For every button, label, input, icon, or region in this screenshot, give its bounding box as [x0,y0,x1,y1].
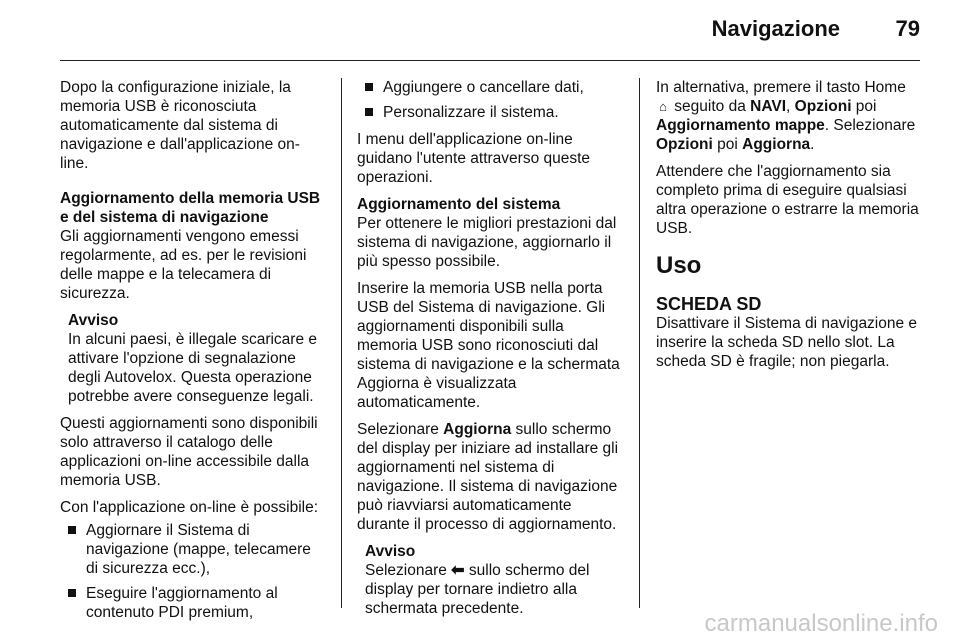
column-1 [60,78,326,630]
warning-note [60,311,326,406]
home-icon: ⌂ [659,99,667,114]
note-text: Selezionare ⬅ sullo schermo del display per tornare indietro alla schermata precedente. [365,562,590,617]
system-update-heading: Aggiornamento del sistema [357,196,561,213]
section-title: Navigazione [711,16,840,41]
note-title: Avviso [365,543,416,560]
list-item: Aggiornare il Sistema di navigazione (mappe, telecamere di sicurezza ecc.), [68,521,326,578]
usb-update-heading: Aggiornamento della memoria USB e del sistema di navigazione [60,190,321,226]
list-item: Eseguire l'aggiornamento al contenuto PDI premium, [68,584,326,622]
insert-usb-paragraph: Inserire la memoria USB nella porta USB del Sistema di navigazione. Gli aggiornamenti disponibili sulla memoria USB sono riconosciuti dal sistema di navigazione e la schermata Aggiorna è visualizzata automaticamente. [357,280,620,411]
column-divider-1 [341,78,342,608]
feature-list [60,521,326,622]
uso-heading: Uso [656,252,702,279]
bullet-icon [68,526,76,534]
sd-card-heading: SCHEDA SD [656,294,762,314]
back-arrow-icon: ⬅ [451,562,465,579]
performance-paragraph: Per ottenere le migliori prestazioni dal sistema di navigazione, aggiornarlo il più spesso possibile. [357,215,617,270]
column-2 [357,78,623,626]
bullet-icon [365,83,373,91]
column-3 [656,78,922,379]
sd-card-paragraph: Disattivare il Sistema di navigazione e inserire la scheda SD nello slot. La scheda SD è fragile; non piegarla. [656,315,918,370]
back-note [357,542,623,618]
wait-paragraph: Attendere che l'aggiornamento sia completo prima di eseguire qualsiasi altra operazione o estrarre la memoria USB. [656,163,919,237]
watermark: carmanualsonline.info [704,610,938,637]
bullet-icon [68,589,76,597]
page-header [60,0,920,62]
bullet-icon [365,108,373,116]
column-divider-2 [639,78,640,608]
header-rule [60,60,920,61]
select-update-paragraph: Selezionare Aggiorna sullo schermo del display per iniziare ad installare gli aggiornamenti nel sistema di navigazione. Il sistema di navigazione può riavviarsi automaticamente durante il processo di aggiornamento. [357,421,619,533]
note-title: Avviso [68,312,119,329]
possible-paragraph: Con l'applicazione on-line è possibile: [60,499,319,516]
catalog-paragraph: Questi aggiornamenti sono disponibili solo attraverso il catalogo delle applicazioni on-line accessibile dalla memoria USB. [60,415,318,489]
alternative-paragraph: In alternativa, premere il tasto Home ⌂ seguito da NAVI, Opzioni poi Aggiornamento mappe. Selezionare Opzioni poi Aggiorna. [656,79,916,153]
list-item: Personalizzare il sistema. [365,103,623,122]
intro-paragraph: Dopo la configurazione iniziale, la memoria USB è riconosciuta automaticamente dal sistema di navigazione e dall'applicazione on-line. [60,79,300,172]
page-number: 79 [895,16,920,41]
updates-paragraph: Gli aggiornamenti vengono emessi regolarmente, ad es. per le revisioni delle mappe e la telecamera di sicurezza. [60,228,307,302]
menu-paragraph: I menu dell'applicazione on-line guidano l'utente attraverso queste operazioni. [357,131,591,186]
note-text: In alcuni paesi, è illegale scaricare e attivare l'opzione di segnalazione degli Autovelox. Questa operazione potrebbe avere conseguenze legali. [68,331,317,405]
feature-list-continued [357,78,623,122]
list-item: Aggiungere o cancellare dati, [365,78,623,97]
